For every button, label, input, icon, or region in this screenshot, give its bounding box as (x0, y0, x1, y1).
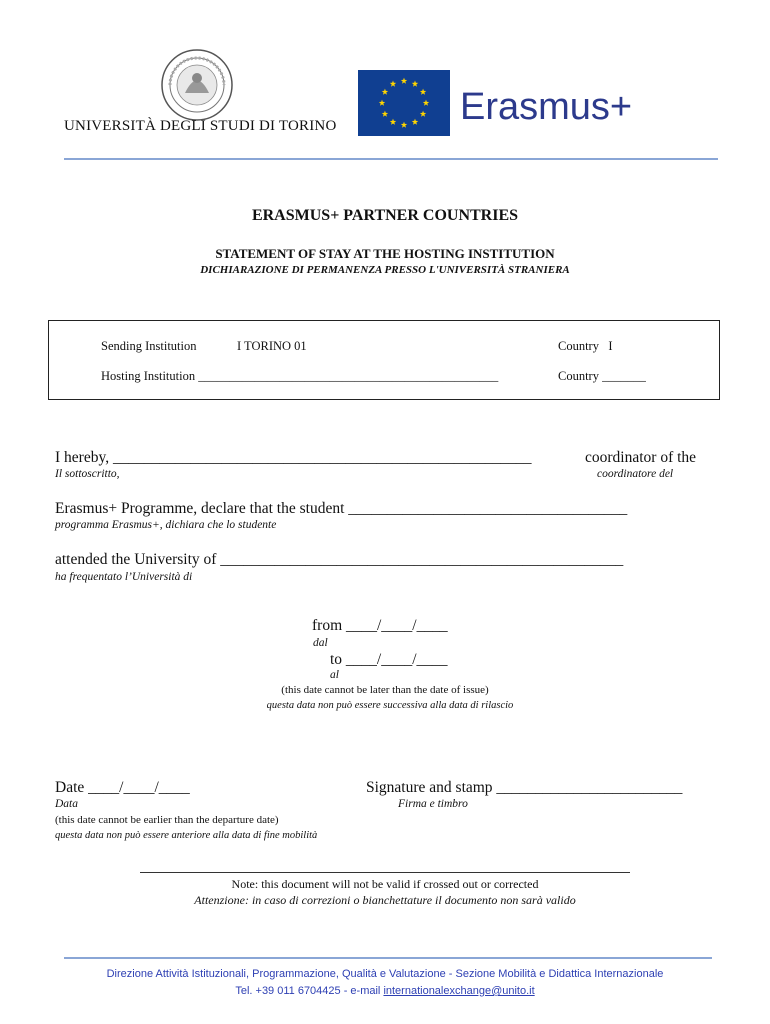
university-attended-field[interactable]: attended the University of ____________________________________________________ (55, 551, 624, 568)
signature-label-italian: Firma e timbro (398, 798, 468, 810)
eu-flag-logo (358, 70, 450, 136)
document-title: ERASMUS+ PARTNER COUNTRIES (251, 207, 519, 224)
footer-divider (64, 957, 712, 959)
issue-date-note-italian: questa data non può essere anteriore alla data di fine mobilità (55, 830, 318, 841)
to-date-note: (this date cannot be later than the date of issue) (281, 684, 489, 696)
hosting-institution-field[interactable]: Hosting Institution ________________________________________________ (101, 369, 499, 383)
coordinator-end-italian: coordinatore del (597, 468, 674, 480)
to-date-note-italian: questa data non può essere successiva alla data di rilascio (266, 700, 514, 711)
footer-phone: Tel. +39 011 6704425 - e-mail (235, 985, 384, 997)
note-divider (140, 872, 630, 873)
validity-note-italian: Attenzione: in caso di correzioni o bianchettature il documento non sarà valido (194, 893, 576, 907)
to-date-label-italian: al (330, 669, 339, 681)
university-label-italian: ha frequentato l’Università di (55, 571, 193, 583)
sending-country-field[interactable]: Country I (558, 339, 613, 353)
student-label-italian: programma Erasmus+, dichiara che lo studente (55, 519, 277, 531)
signature-stamp-field[interactable]: Signature and stamp ________________________ (366, 779, 683, 796)
document-subtitle-italian: DICHIARAZIONE DI PERMANENZA PRESSO L'UNIVERSITÀ STRANIERA (200, 264, 570, 276)
footer-contact (0, 985, 770, 997)
sending-institution-label: Sending Institution (101, 339, 197, 353)
footer-office: Direzione Attività Istituzionali, Programmazione, Qualità e Valutazione - Sezione Mobilità e Didattica Internazionale (106, 968, 664, 980)
to-date-field[interactable]: to ____/____/____ (330, 651, 448, 668)
institution-box (48, 320, 720, 400)
coordinator-label-italian: Il sottoscritto, (55, 468, 120, 480)
footer-email-link[interactable]: internationalexchange@unito.it (383, 985, 535, 997)
erasmus-logo-text: Erasmus+ (460, 86, 633, 128)
issue-date-label-italian: Data (55, 798, 78, 810)
hosting-country-field[interactable]: Country _______ (558, 369, 646, 383)
coordinator-name-field[interactable]: I hereby, ______________________________________________________ (55, 449, 532, 466)
issue-date-note: (this date cannot be earlier than the departure date) (55, 814, 279, 826)
university-seal-logo (160, 48, 234, 122)
sending-institution-value: I TORINO 01 (237, 339, 307, 353)
header-divider (64, 158, 718, 160)
issue-date-field[interactable]: Date ____/____/____ (55, 779, 190, 796)
document-subtitle: STATEMENT OF STAY AT THE HOSTING INSTITUTION (215, 246, 555, 261)
student-name-field[interactable]: Erasmus+ Programme, declare that the student ____________________________________ (55, 500, 628, 517)
from-date-field[interactable]: from ____/____/____ (312, 617, 448, 634)
university-name: UNIVERSITÀ DEGLI STUDI DI TORINO (64, 118, 337, 134)
coordinator-label: coordinator of the (585, 449, 697, 466)
from-date-label-italian: dal (313, 637, 328, 649)
validity-note: Note: this document will not be valid if crossed out or corrected (231, 877, 539, 891)
